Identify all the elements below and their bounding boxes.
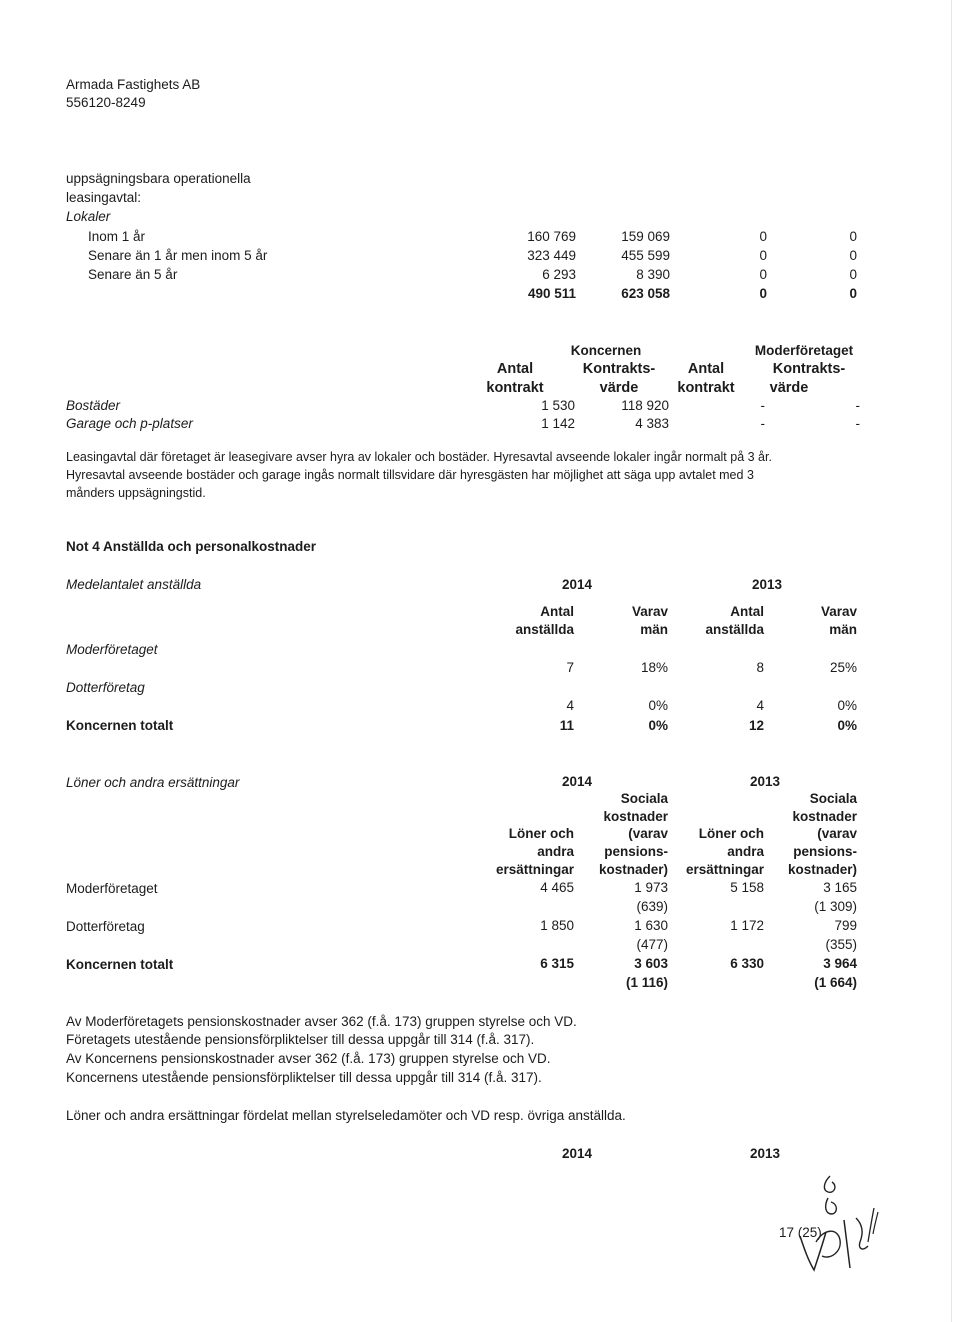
avg-cell: 7 xyxy=(566,660,574,675)
leasing-intro-2: leasingavtal: xyxy=(66,190,142,205)
dist-year-2014: 2014 xyxy=(561,1146,593,1161)
pension-note: Av Moderföretagets pensionskostnader avser 362 (f.å. 173) gruppen styrelse och VD. xyxy=(66,1014,577,1029)
contracts-cell: - xyxy=(855,416,860,431)
avg-cell: 8 xyxy=(756,660,764,675)
wages-cell: 1 630 xyxy=(634,918,668,933)
leasing-section-label: Lokaler xyxy=(66,209,111,224)
contracts-row-label: Garage och p-platser xyxy=(66,416,193,431)
contracts-cell: 4 383 xyxy=(635,416,669,431)
wages-row-label: Moderföretaget xyxy=(66,881,158,896)
leasing-cell: 0 xyxy=(849,229,857,244)
wages-cell: 1 850 xyxy=(540,918,574,933)
wages-total: 3 603 xyxy=(634,956,668,971)
col-sociala: pensions- xyxy=(793,844,857,859)
year-2013: 2013 xyxy=(749,774,781,789)
col-antal-kontrakt: kontrakt xyxy=(677,380,735,396)
col-sociala: Sociala xyxy=(809,791,857,806)
signature xyxy=(778,1168,888,1283)
avg-cell: 0% xyxy=(648,698,668,713)
group-koncernen: Koncernen xyxy=(570,343,642,358)
leasing-cell: 159 069 xyxy=(621,229,670,244)
leasing-cell: 323 449 xyxy=(527,248,576,263)
year-2014: 2014 xyxy=(561,774,593,789)
col-sociala: (varav xyxy=(628,826,668,841)
year-2013: 2013 xyxy=(751,577,783,592)
pension-note: Av Koncernens pensionskostnader avser 362 (f.å. 173) gruppen styrelse och VD. xyxy=(66,1051,551,1066)
leasing-total: 0 xyxy=(849,286,857,301)
wages-row-label: Dotterföretag xyxy=(66,919,145,934)
leasing-cell: 455 599 xyxy=(621,248,670,263)
avg-total: 11 xyxy=(559,718,574,733)
avg-cell: 0% xyxy=(837,698,857,713)
leasing-cell: 0 xyxy=(759,248,767,263)
leasing-cell: 0 xyxy=(849,267,857,282)
col-varav: Varav xyxy=(820,604,857,619)
wages-total: 3 964 xyxy=(823,956,857,971)
col-loner: Löner och xyxy=(508,826,574,841)
leasing-cell: 8 390 xyxy=(636,267,670,282)
leasing-total: 623 058 xyxy=(621,286,670,301)
wages-cell: 5 158 xyxy=(730,880,764,895)
leasing-row-label: Senare än 1 år men inom 5 år xyxy=(88,248,268,263)
leasing-cell: 6 293 xyxy=(542,267,576,282)
leasing-cell: 0 xyxy=(759,229,767,244)
col-sociala: (varav xyxy=(817,826,857,841)
wages-cell: 4 465 xyxy=(540,880,574,895)
wages-pension-cell: (1 309) xyxy=(814,899,857,914)
contracts-note-2: Hyresavtal avseende bostäder och garage ingås normalt tillsvidare där hyresgästen har möjlighet att säga upp avtalet med 3 xyxy=(66,468,754,482)
col-man: män xyxy=(829,622,857,637)
col-antal-kontrakt: Antal xyxy=(687,361,725,377)
wages-cell: 1 973 xyxy=(634,880,668,895)
year-2014: 2014 xyxy=(561,577,593,592)
avg-cell: 18% xyxy=(640,660,668,675)
contracts-row-label: Bostäder xyxy=(66,398,121,413)
leasing-total: 490 511 xyxy=(527,286,576,301)
wages-cell: 799 xyxy=(834,918,857,933)
col-antal: Antal xyxy=(730,604,764,619)
col-anstallda: anställda xyxy=(515,622,574,637)
col-loner: ersättningar xyxy=(685,862,764,877)
org-number: 556120-8249 xyxy=(66,95,146,110)
company-name: Armada Fastighets AB xyxy=(66,77,201,92)
col-loner: Löner och xyxy=(698,826,764,841)
group-moderforetaget: Moderföretaget xyxy=(754,343,854,358)
avg-cell: 4 xyxy=(566,698,574,713)
contracts-note-1: Leasingavtal där företaget är leasegivare avser hyra av lokaler och bostäder. Hyresavtal avseende lokaler ingår normalt på 3 år. xyxy=(66,450,772,464)
col-loner: ersättningar xyxy=(495,862,574,877)
col-loner: andra xyxy=(727,844,764,859)
leasing-row-label: Senare än 5 år xyxy=(88,267,178,282)
page-number: 17 (25) xyxy=(779,1225,822,1240)
col-sociala: pensions- xyxy=(604,844,668,859)
leasing-row-label: Inom 1 år xyxy=(88,229,146,244)
col-antal-kontrakt: Antal xyxy=(496,361,534,377)
avg-total: 12 xyxy=(748,718,764,733)
col-sociala: kostnader xyxy=(603,809,668,824)
col-kontraktsvarde: värde xyxy=(599,380,639,396)
avg-total: 0% xyxy=(837,718,857,733)
col-anstallda: anställda xyxy=(705,622,764,637)
avg-cell: 25% xyxy=(829,660,857,675)
contracts-cell: 1 530 xyxy=(541,398,575,413)
wages-total-pension: (1 116) xyxy=(625,975,668,990)
avg-row-label: Moderföretaget xyxy=(66,642,158,657)
col-kontraktsvarde: Kontrakts- xyxy=(582,361,656,377)
wages-total-label: Koncernen totalt xyxy=(66,957,174,972)
contracts-cell: 118 920 xyxy=(621,398,669,413)
col-sociala: kostnader) xyxy=(598,862,668,877)
col-kontraktsvarde: Kontrakts- xyxy=(772,361,846,377)
wages-pension-cell: (639) xyxy=(636,899,668,914)
leasing-intro-1: uppsägningsbara operationella xyxy=(66,171,251,186)
wages-total: 6 330 xyxy=(730,956,764,971)
leasing-cell: 160 769 xyxy=(527,229,576,244)
contracts-note-3: månders uppsägningstid. xyxy=(66,486,206,500)
col-sociala: kostnader xyxy=(792,809,857,824)
note4-title: Not 4 Anställda och personalkostnader xyxy=(66,539,317,554)
wages-label: Löner och andra ersättningar xyxy=(66,775,240,790)
pension-note: Koncernens utestående pensionsförpliktelser till dessa uppgår till 314 (f.å. 317). xyxy=(66,1070,542,1085)
avg-total: 0% xyxy=(648,718,668,733)
avg-label: Medelantalet anställda xyxy=(66,577,202,592)
col-antal: Antal xyxy=(540,604,574,619)
distribution-note: Löner och andra ersättningar fördelat mellan styrelseledamöter och VD resp. övriga anställda. xyxy=(66,1108,626,1123)
col-sociala: kostnader) xyxy=(787,862,857,877)
leasing-cell: 0 xyxy=(849,248,857,263)
col-sociala: Sociala xyxy=(620,791,668,806)
pension-note: Företagets utestående pensionsförpliktelser till dessa uppgår till 314 (f.å. 317). xyxy=(66,1032,535,1047)
col-antal-kontrakt: kontrakt xyxy=(486,380,544,396)
avg-row-label: Dotterföretag xyxy=(66,680,145,695)
contracts-cell: - xyxy=(855,398,860,413)
avg-total-label: Koncernen totalt xyxy=(66,718,174,733)
wages-pension-cell: (355) xyxy=(825,937,857,952)
leasing-total: 0 xyxy=(759,286,767,301)
avg-cell: 4 xyxy=(756,698,764,713)
col-kontraktsvarde: värde xyxy=(769,380,809,396)
contracts-cell: 1 142 xyxy=(541,416,575,431)
col-man: män xyxy=(640,622,668,637)
wages-cell: 1 172 xyxy=(730,918,764,933)
col-varav: Varav xyxy=(631,604,668,619)
contracts-cell: - xyxy=(760,416,765,431)
contracts-cell: - xyxy=(760,398,765,413)
leasing-cell: 0 xyxy=(759,267,767,282)
wages-total: 6 315 xyxy=(540,956,574,971)
scan-edge xyxy=(951,0,952,1322)
wages-pension-cell: (477) xyxy=(636,937,668,952)
dist-year-2013: 2013 xyxy=(749,1146,781,1161)
wages-cell: 3 165 xyxy=(823,880,857,895)
col-loner: andra xyxy=(537,844,574,859)
wages-total-pension: (1 664) xyxy=(814,975,857,990)
